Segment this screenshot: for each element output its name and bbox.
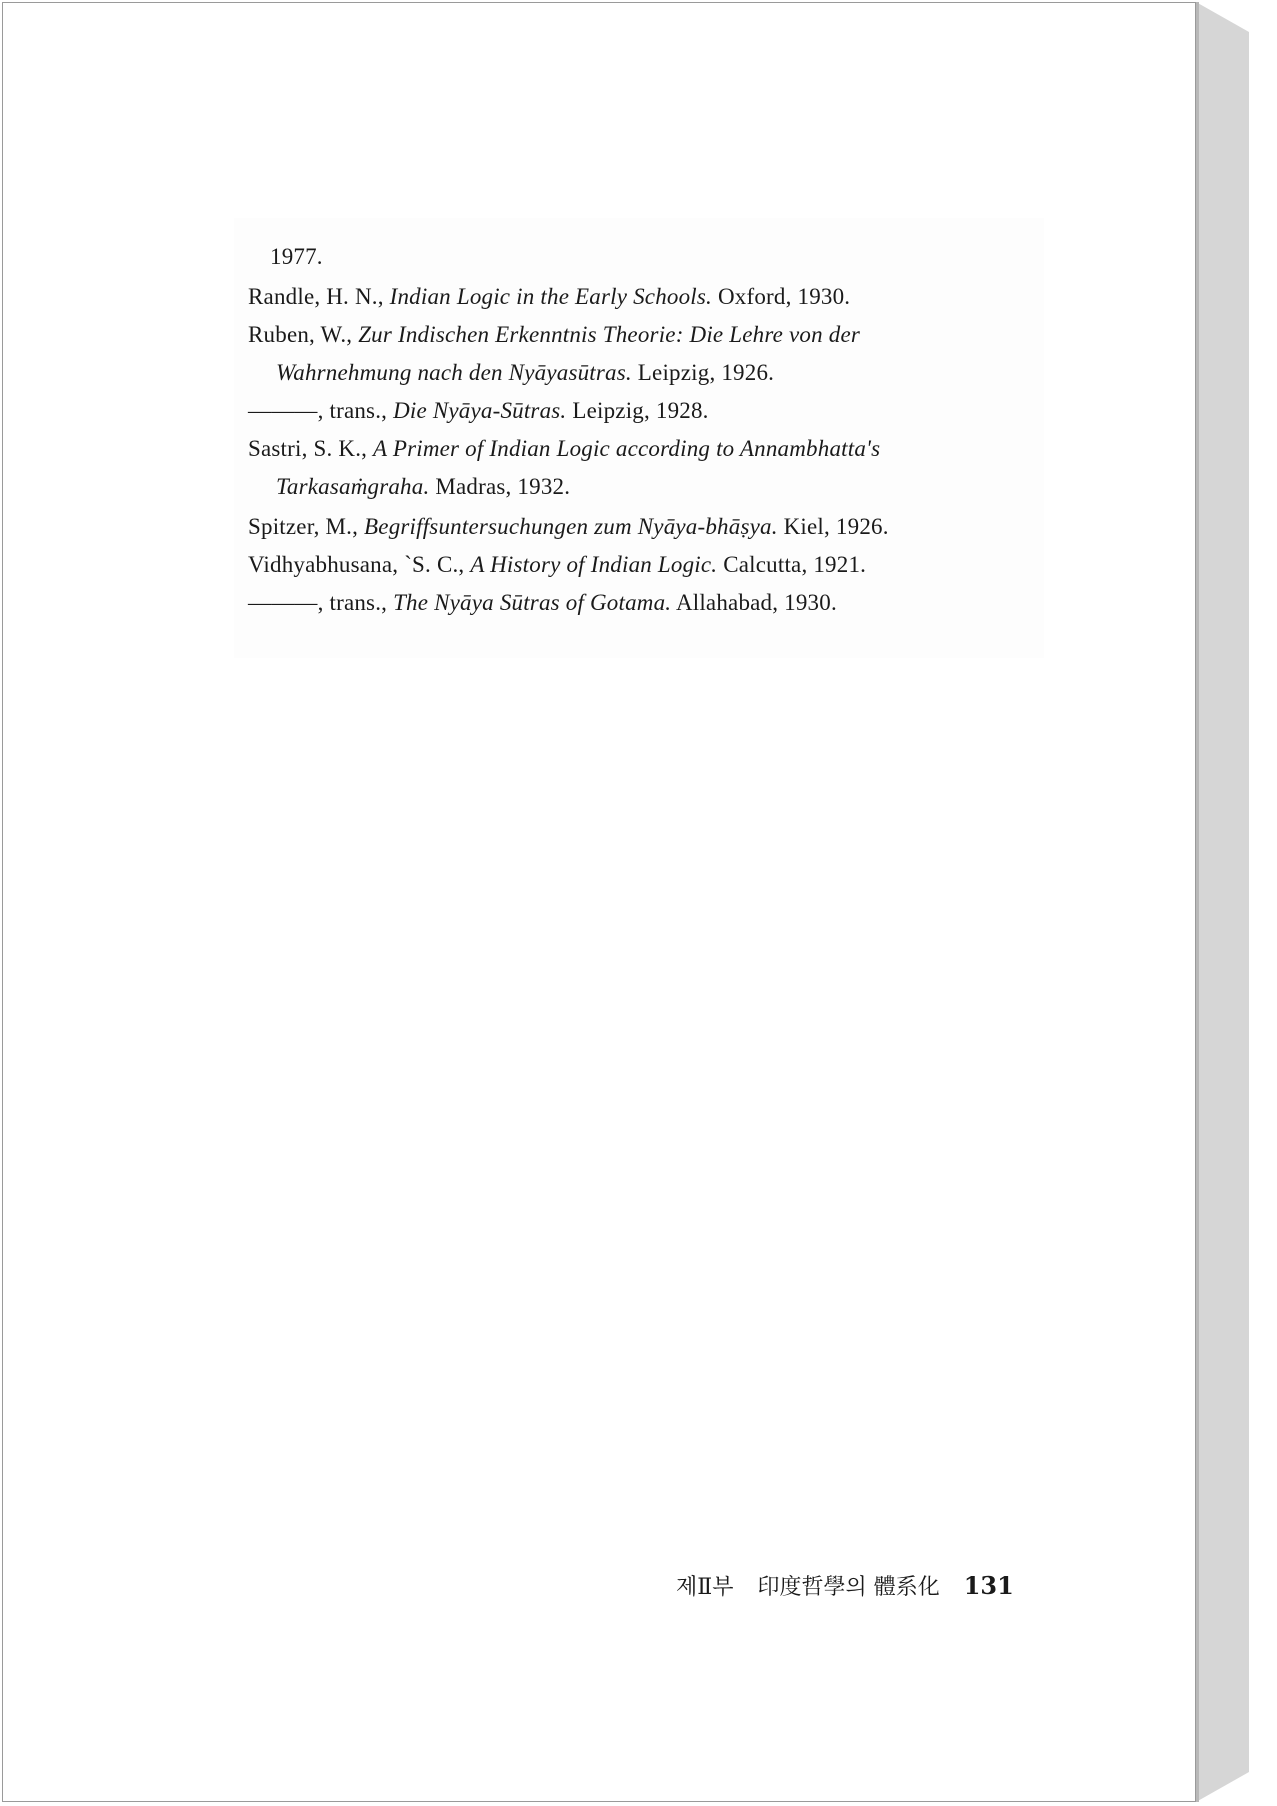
entry-author: ———, trans.,: [248, 398, 394, 423]
bibliography-line: [248, 546, 1048, 584]
bibliography-line: [248, 584, 1048, 622]
entry-publication: Calcutta, 1921.: [717, 552, 867, 577]
bibliography-line: [248, 392, 1048, 430]
entry-author: ———, trans.,: [248, 590, 394, 615]
page-footer: [676, 1566, 1014, 1606]
bibliography-line: [248, 316, 1041, 354]
page-number: 131: [963, 1571, 1014, 1600]
entry-author: Randle, H. N.,: [248, 284, 390, 309]
entry-publication: Madras, 1932.: [429, 474, 571, 499]
entry-title: A History of Indian Logic.: [470, 552, 718, 577]
entry-publication: Allahabad, 1930.: [671, 590, 837, 615]
chapter-title: 印度哲學의 體系化: [757, 1575, 940, 1600]
entry-publication: Oxford, 1930.: [712, 284, 851, 309]
page-edge-shadow: [1196, 2, 1199, 1802]
entry-author: Sastri, S. K.,: [248, 436, 374, 461]
entry-author: Spitzer, M.,: [248, 514, 365, 539]
entry-publication: Leipzig, 1928.: [566, 398, 709, 423]
entry-title: Zur Indischen Erkenntnis Theorie: Die Lehre von der: [358, 322, 861, 347]
entry-title: Indian Logic in the Early Schools.: [389, 284, 713, 309]
entry-author: Vidhyabhusana, `S. C.,: [248, 552, 471, 577]
entry-publication: Leipzig, 1926.: [631, 360, 775, 385]
bibliography-line: [248, 430, 1048, 468]
entry-publication: 1977.: [270, 244, 323, 269]
entry-author: Ruben, W.,: [248, 322, 359, 347]
entry-title: A Primer of Indian Logic according to Annambhatta's: [373, 436, 881, 461]
entry-title: The Nyāya Sūtras of Gotama.: [393, 590, 672, 615]
bibliography-line: [248, 278, 1048, 316]
bibliography-line: [248, 468, 1048, 506]
entry-title: Die Nyāya-Sūtras.: [393, 398, 567, 423]
entry-title: Wahrnehmung nach den Nyāyasūtras.: [276, 360, 632, 385]
entry-title: Tarkasaṁgraha.: [276, 474, 430, 499]
part-label: 제Ⅱ부: [676, 1575, 734, 1600]
entry-title: Begriffsuntersuchungen zum Nyāya-bhāṣya.: [364, 514, 778, 539]
bibliography-line: [248, 508, 1048, 546]
bibliography-line: [248, 238, 1048, 276]
page-edge: [1196, 2, 1249, 1802]
entry-publication: Kiel, 1926.: [777, 514, 889, 539]
bibliography-line: [248, 354, 1048, 392]
bibliography-list: [248, 238, 1048, 622]
